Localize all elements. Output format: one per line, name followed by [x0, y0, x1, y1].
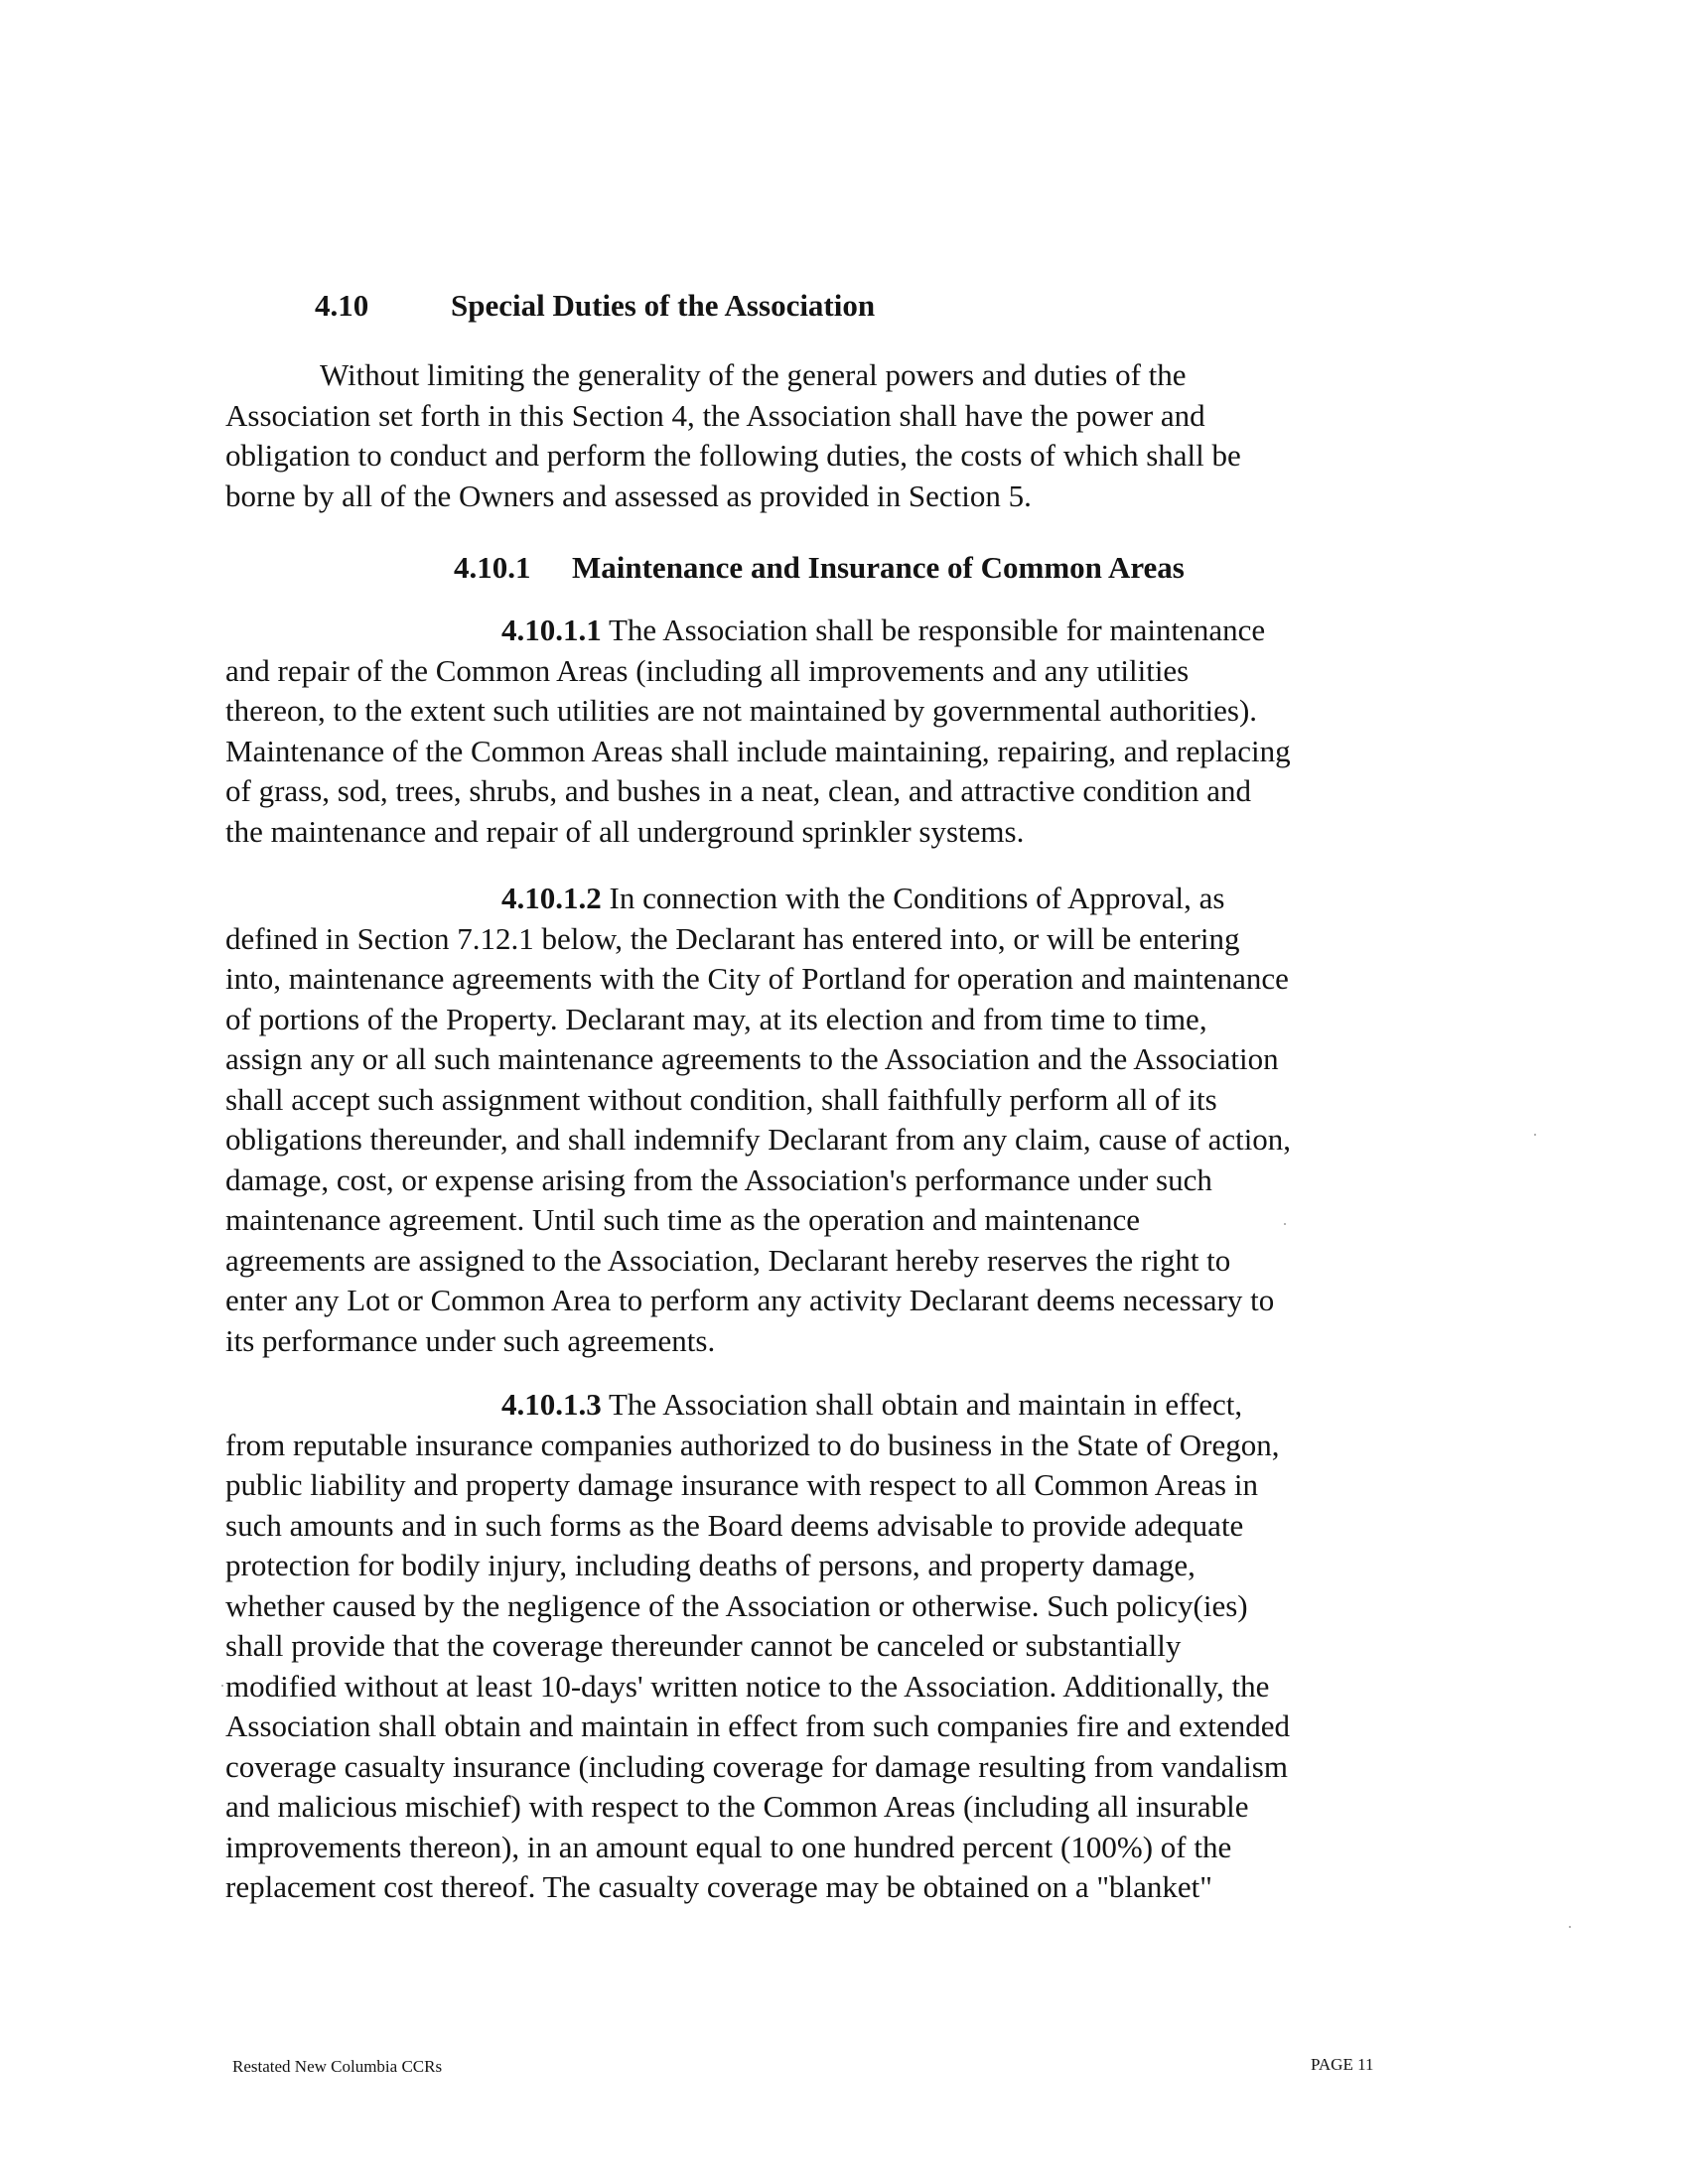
paragraph-line: enter any Lot or Common Area to perform any activity Declarant deems necessary to	[225, 1283, 1275, 1317]
intro-line: Association set forth in this Section 4, the Association shall have the power and	[225, 397, 1205, 433]
paragraph-4-10-1-3	[225, 1385, 1397, 1908]
paragraph-lead-text: In connection with the Conditions of Approval, as	[609, 881, 1225, 915]
paragraph-line: assign any or all such maintenance agreements to the Association and the Association	[225, 1041, 1279, 1076]
subsection-heading	[454, 548, 1185, 588]
intro-paragraph	[225, 355, 1397, 516]
paragraph-line: its performance under such agreements.	[225, 1322, 716, 1358]
paragraph-lead-text: The Association shall obtain and maintain in effect,	[608, 1387, 1243, 1422]
intro-line: obligation to conduct and perform the following duties, the costs of which shall be	[225, 438, 1241, 473]
intro-line: borne by all of the Owners and assessed as provided in Section 5.	[225, 478, 1032, 513]
section-heading	[315, 286, 875, 326]
paragraph-line: the maintenance and repair of all underground sprinkler systems.	[225, 813, 1025, 849]
subsection-number: 4.10.1	[454, 550, 531, 585]
paragraph-number: 4.10.1.1	[501, 613, 602, 647]
paragraph-lead-text: The Association shall be responsible for maintenance	[608, 613, 1266, 647]
paragraph-first-line	[225, 879, 1397, 919]
paragraph-line: Maintenance of the Common Areas shall include maintaining, repairing, and replacing	[225, 733, 1291, 768]
paragraph-line: and malicious mischief) with respect to the Common Areas (including all insurable	[225, 1789, 1249, 1824]
paragraph-line: into, maintenance agreements with the City of Portland for operation and maintenance	[225, 961, 1289, 996]
paragraph-line: maintenance agreement. Until such time as the operation and maintenance	[225, 1202, 1141, 1237]
paragraph-line: shall provide that the coverage thereunder cannot be canceled or substantially	[225, 1628, 1182, 1663]
paragraph-4-10-1-2	[225, 879, 1397, 1361]
paragraph-line: whether caused by the negligence of the Association or otherwise. Such policy(ies)	[225, 1587, 1248, 1623]
scan-speck	[221, 1685, 223, 1687]
paragraph-line: improvements thereon), in an amount equal to one hundred percent (100%) of the	[225, 1829, 1232, 1864]
paragraph-line: damage, cost, or expense arising from the Association's performance under such	[225, 1161, 1212, 1197]
paragraph-line: protection for bodily injury, including deaths of persons, and property damage,	[225, 1548, 1196, 1582]
paragraph-line: shall accept such assignment without condition, shall faithfully perform all of its	[225, 1081, 1217, 1117]
subsection-title: Maintenance and Insurance of Common Areas	[572, 550, 1185, 585]
paragraph-line: from reputable insurance companies authorized to do business in the State of Oregon,	[225, 1427, 1280, 1462]
footer-document-name: Restated New Columbia CCRs	[232, 2057, 443, 2076]
paragraph-line: coverage casualty insurance (including coverage for damage resulting from vandalism	[225, 1748, 1288, 1784]
paragraph-4-10-1-1	[225, 611, 1397, 852]
paragraph-line: of portions of the Property. Declarant may, at its election and from time to time,	[225, 1001, 1207, 1036]
paragraph-number: 4.10.1.2	[501, 881, 602, 915]
paragraph-first-line	[225, 1385, 1397, 1426]
paragraph-line: public liability and property damage insurance with respect to all Common Areas in	[225, 1467, 1258, 1502]
paragraph-line: modified without at least 10-days' written notice to the Association. Additionally, the	[225, 1668, 1270, 1704]
paragraph-line: obligations thereunder, and shall indemnify Declarant from any claim, cause of action,	[225, 1122, 1292, 1157]
paragraph-line: replacement cost thereof. The casualty coverage may be obtained on a "blanket"	[225, 1869, 1212, 1904]
scan-speck	[1569, 1926, 1571, 1928]
paragraph-first-line	[225, 611, 1397, 651]
paragraph-line: thereon, to the extent such utilities are not maintained by governmental authorities).	[225, 693, 1258, 728]
paragraph-line: such amounts and in such forms as the Board deems advisable to provide adequate	[225, 1507, 1244, 1543]
paragraph-line: agreements are assigned to the Association, Declarant hereby reserves the right to	[225, 1242, 1231, 1278]
paragraph-line: Association shall obtain and maintain in effect from such companies fire and extended	[225, 1708, 1291, 1743]
paragraph-line: of grass, sod, trees, shrubs, and bushes in a neat, clean, and attractive condition and	[225, 773, 1252, 808]
section-title: Special Duties of the Association	[451, 288, 876, 323]
section-number: 4.10	[315, 288, 369, 323]
footer-page-number: PAGE 11	[1311, 2055, 1374, 2074]
paragraph-line: and repair of the Common Areas (including all improvements and any utilities	[225, 652, 1190, 688]
intro-line: Without limiting the generality of the general powers and duties of the	[320, 357, 1187, 392]
scan-speck	[1534, 1134, 1536, 1136]
paragraph-number: 4.10.1.3	[501, 1387, 602, 1422]
paragraph-line: defined in Section 7.12.1 below, the Declarant has entered into, or will be entering	[225, 920, 1240, 956]
scan-speck	[1284, 1223, 1286, 1225]
